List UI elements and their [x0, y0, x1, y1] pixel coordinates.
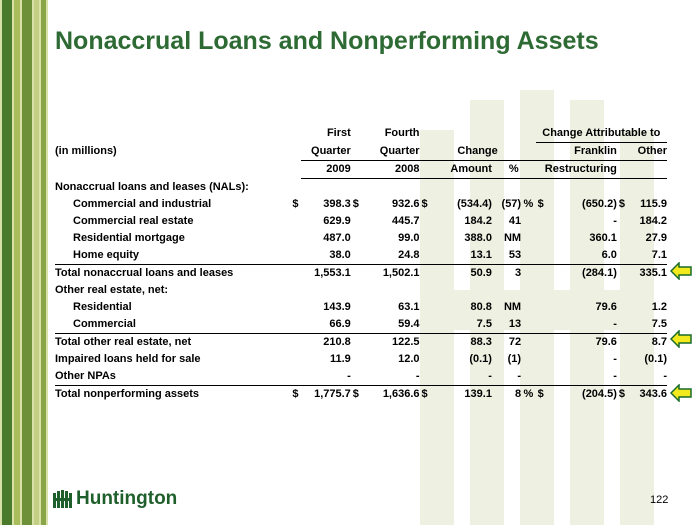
header-change: Change	[420, 143, 536, 161]
currency-symbol	[536, 316, 555, 334]
total-row	[55, 386, 667, 404]
cell-change-amount: 139.1	[449, 386, 492, 404]
cell-other: 7.1	[651, 249, 667, 261]
cell-change-amount	[449, 282, 492, 299]
total-row	[55, 334, 667, 352]
row-label: Impaired loans held for sale	[55, 353, 201, 365]
currency-symbol	[351, 213, 378, 230]
currency-symbol	[617, 334, 636, 352]
header-first: First	[326, 127, 351, 140]
cell-change-pct: NM	[503, 301, 522, 313]
cell-change-amount: (0.1)	[469, 353, 492, 365]
currency-symbol	[536, 282, 555, 299]
row-label: Commercial and industrial	[73, 198, 212, 210]
currency-symbol: $	[617, 386, 636, 404]
percent-symbol	[521, 247, 536, 265]
header-amount: Amount	[449, 161, 492, 179]
cell-change-amount: 13.1	[470, 249, 492, 261]
cell-franklin: 360.1	[589, 232, 617, 244]
cell-2009	[301, 179, 351, 197]
currency-symbol	[536, 247, 555, 265]
cell-change-pct: 53	[508, 249, 522, 261]
currency-symbol	[617, 179, 636, 197]
cell-change-pct: 8	[492, 386, 521, 404]
row-label: Total nonperforming assets	[55, 386, 290, 404]
cell-change-pct: NM	[503, 232, 522, 244]
cell-change-amount: 7.5	[476, 318, 492, 330]
row-label: Commercial real estate	[73, 215, 194, 227]
currency-symbol	[536, 368, 555, 386]
currency-symbol	[420, 368, 449, 386]
cell-2009: 398.3	[323, 198, 351, 210]
page-title: Nonaccrual Loans and Nonperforming Assets	[55, 27, 599, 55]
percent-symbol	[521, 334, 536, 352]
currency-symbol	[290, 351, 300, 368]
currency-symbol	[536, 334, 555, 352]
currency-symbol	[420, 282, 449, 299]
currency-symbol: $	[536, 386, 555, 404]
cell-change-pct: (57)	[501, 198, 522, 210]
header-units: (in millions)	[55, 145, 117, 157]
cell-franklin: 79.6	[595, 301, 617, 313]
percent-symbol	[521, 213, 536, 230]
arrow-icon	[670, 384, 692, 402]
cell-2009: 1,775.7	[301, 386, 351, 404]
cell-franklin	[554, 282, 616, 299]
cell-other: 115.9	[640, 198, 667, 210]
percent-symbol	[521, 299, 536, 316]
cell-2009: -	[347, 370, 351, 382]
header-quarter-1: Quarter	[301, 143, 351, 161]
currency-symbol	[351, 265, 378, 283]
currency-symbol: $	[537, 198, 544, 210]
table-row	[55, 316, 667, 334]
currency-symbol	[536, 179, 555, 197]
cell-change-pct: 13	[508, 318, 522, 330]
cell-change-amount: 80.8	[470, 301, 492, 313]
cell-change-pct: 41	[508, 215, 522, 227]
table-row	[55, 247, 667, 265]
cell-2008: -	[415, 370, 420, 382]
cell-2008: 99.0	[398, 232, 420, 244]
cell-franklin: 79.6	[554, 334, 616, 352]
row-label: Residential	[73, 301, 132, 313]
currency-symbol	[290, 316, 300, 334]
cell-change-amount: (534.4)	[457, 198, 492, 210]
cell-change-amount: 88.3	[449, 334, 492, 352]
currency-symbol	[290, 368, 300, 386]
row-label: Nonaccrual loans and leases (NALs):	[55, 180, 249, 193]
financial-table	[55, 125, 667, 403]
cell-2009: 66.9	[329, 318, 351, 330]
header-2008: 2008	[378, 161, 420, 179]
header-change-attributable: Change Attributable to	[536, 125, 667, 143]
currency-symbol	[351, 351, 378, 368]
currency-symbol	[536, 351, 555, 368]
percent-symbol	[521, 265, 536, 283]
currency-symbol	[420, 230, 449, 247]
currency-symbol	[290, 334, 300, 352]
currency-symbol	[420, 179, 449, 197]
percent-symbol: %	[521, 386, 536, 404]
cell-franklin: -	[613, 353, 617, 365]
currency-symbol: $	[352, 198, 359, 210]
currency-symbol	[290, 213, 300, 230]
cell-other: -	[663, 370, 667, 382]
cell-change-amount: -	[488, 370, 492, 382]
cell-other: 27.9	[645, 232, 667, 244]
cell-change-pct: (1)	[507, 353, 522, 365]
cell-other: 8.7	[636, 334, 667, 352]
percent-symbol	[521, 282, 536, 299]
currency-symbol	[290, 179, 300, 197]
cell-2008: 24.8	[398, 249, 420, 261]
cell-2008: 122.5	[378, 334, 420, 352]
header-quarter-2: Quarter	[378, 143, 420, 161]
currency-symbol	[617, 368, 636, 386]
currency-symbol	[420, 334, 449, 352]
currency-symbol	[290, 265, 300, 283]
decorative-stripes	[0, 0, 48, 525]
cell-other: 335.1	[636, 265, 667, 283]
currency-symbol	[536, 230, 555, 247]
currency-symbol	[351, 316, 378, 334]
arrow-icon	[670, 262, 692, 280]
cell-2008: 1,502.1	[378, 265, 420, 283]
logo-text: Huntington	[76, 488, 178, 509]
currency-symbol: $	[421, 198, 428, 210]
cell-other: 1.2	[651, 301, 667, 313]
header-fourth: Fourth	[384, 127, 420, 140]
currency-symbol	[617, 282, 636, 299]
cell-change-amount: 50.9	[449, 265, 492, 283]
currency-symbol	[536, 213, 555, 230]
cell-change-amount	[449, 179, 492, 197]
cell-change-pct: -	[517, 370, 522, 382]
currency-symbol: $	[351, 386, 378, 404]
currency-symbol	[290, 299, 300, 316]
table-row	[55, 196, 667, 213]
currency-symbol	[420, 213, 449, 230]
currency-symbol: $	[618, 198, 626, 210]
cell-2009: 38.0	[329, 249, 351, 261]
currency-symbol	[617, 299, 636, 316]
currency-symbol	[420, 351, 449, 368]
page-number: 122	[650, 494, 669, 506]
currency-symbol: $	[290, 386, 300, 404]
cell-2008: 1,636.6	[378, 386, 420, 404]
cell-change-pct	[492, 179, 521, 197]
huntington-logo-icon	[52, 490, 74, 510]
percent-symbol: %	[523, 198, 534, 210]
cell-2009	[301, 282, 351, 299]
cell-2009: 629.9	[323, 215, 351, 227]
cell-2008	[378, 179, 420, 197]
cell-franklin	[554, 179, 616, 197]
section-row	[55, 179, 667, 197]
cell-2008: 932.6	[391, 198, 420, 210]
currency-symbol	[617, 351, 636, 368]
percent-symbol	[521, 368, 536, 386]
header-pct: %	[492, 161, 536, 179]
row-label: Other NPAs	[55, 370, 116, 382]
cell-other: 184.2	[639, 215, 667, 227]
cell-other: 343.6	[636, 386, 667, 404]
row-label: Residential mortgage	[73, 232, 185, 244]
cell-2009: 210.8	[301, 334, 351, 352]
cell-franklin: -	[613, 215, 617, 227]
currency-symbol	[351, 282, 378, 299]
currency-symbol	[351, 247, 378, 265]
currency-symbol	[420, 247, 449, 265]
cell-franklin: (650.2)	[582, 198, 617, 210]
currency-symbol	[617, 230, 636, 247]
cell-2008: 63.1	[398, 301, 420, 313]
cell-2009: 1,553.1	[301, 265, 351, 283]
cell-other: (0.1)	[644, 353, 667, 365]
cell-other	[636, 282, 667, 299]
section-row	[55, 282, 667, 299]
currency-symbol	[290, 282, 300, 299]
percent-symbol	[521, 316, 536, 334]
percent-symbol	[521, 230, 536, 247]
total-row	[55, 265, 667, 283]
table-row	[55, 299, 667, 316]
table-row	[55, 230, 667, 247]
currency-symbol	[290, 247, 300, 265]
cell-change-pct: 3	[492, 265, 521, 283]
cell-2008: 445.7	[391, 215, 420, 227]
table-row	[55, 213, 667, 230]
header-franklin: Franklin	[536, 143, 617, 161]
currency-symbol	[351, 230, 378, 247]
header-other: Other	[617, 143, 667, 161]
row-label: Total other real estate, net	[55, 334, 290, 352]
currency-symbol	[351, 299, 378, 316]
cell-franklin: -	[613, 370, 617, 382]
header-restructuring: Restructuring	[536, 161, 617, 179]
currency-symbol	[536, 265, 555, 283]
cell-change-amount: 184.2	[464, 215, 492, 227]
header-row-2	[55, 143, 667, 161]
currency-symbol	[420, 265, 449, 283]
cell-other	[636, 179, 667, 197]
cell-franklin: 6.0	[601, 249, 617, 261]
currency-symbol	[536, 299, 555, 316]
cell-2009: 487.0	[323, 232, 351, 244]
header-row-1	[55, 125, 667, 143]
cell-franklin: (204.5)	[554, 386, 616, 404]
currency-symbol	[617, 265, 636, 283]
cell-other: 7.5	[651, 318, 667, 330]
arrow-icon	[670, 330, 692, 348]
currency-symbol	[351, 334, 378, 352]
currency-symbol	[351, 179, 378, 197]
currency-symbol: $	[292, 198, 299, 210]
currency-symbol: $	[420, 386, 449, 404]
currency-symbol	[351, 368, 378, 386]
percent-symbol	[521, 179, 536, 197]
cell-franklin: -	[613, 318, 617, 330]
row-label: Home equity	[73, 249, 140, 261]
cell-2008: 59.4	[398, 318, 420, 330]
currency-symbol	[617, 213, 636, 230]
currency-symbol	[290, 230, 300, 247]
cell-2008: 12.0	[398, 353, 420, 365]
table-row	[55, 351, 667, 368]
table-row	[55, 368, 667, 386]
header-row-3	[55, 161, 667, 179]
currency-symbol	[420, 316, 449, 334]
cell-2009: 143.9	[323, 301, 351, 313]
row-label: Total nonaccrual loans and leases	[55, 265, 290, 283]
currency-symbol	[617, 316, 636, 334]
header-2009: 2009	[301, 161, 351, 179]
cell-2008	[378, 282, 420, 299]
row-label: Other real estate, net:	[55, 284, 169, 296]
percent-symbol	[521, 351, 536, 368]
cell-change-pct	[492, 282, 521, 299]
currency-symbol	[420, 299, 449, 316]
cell-change-amount: 388.0	[464, 232, 492, 244]
currency-symbol	[617, 247, 636, 265]
cell-franklin: (284.1)	[554, 265, 616, 283]
row-label: Commercial	[73, 318, 136, 330]
cell-change-pct: 72	[492, 334, 521, 352]
cell-2009: 11.9	[329, 353, 351, 365]
